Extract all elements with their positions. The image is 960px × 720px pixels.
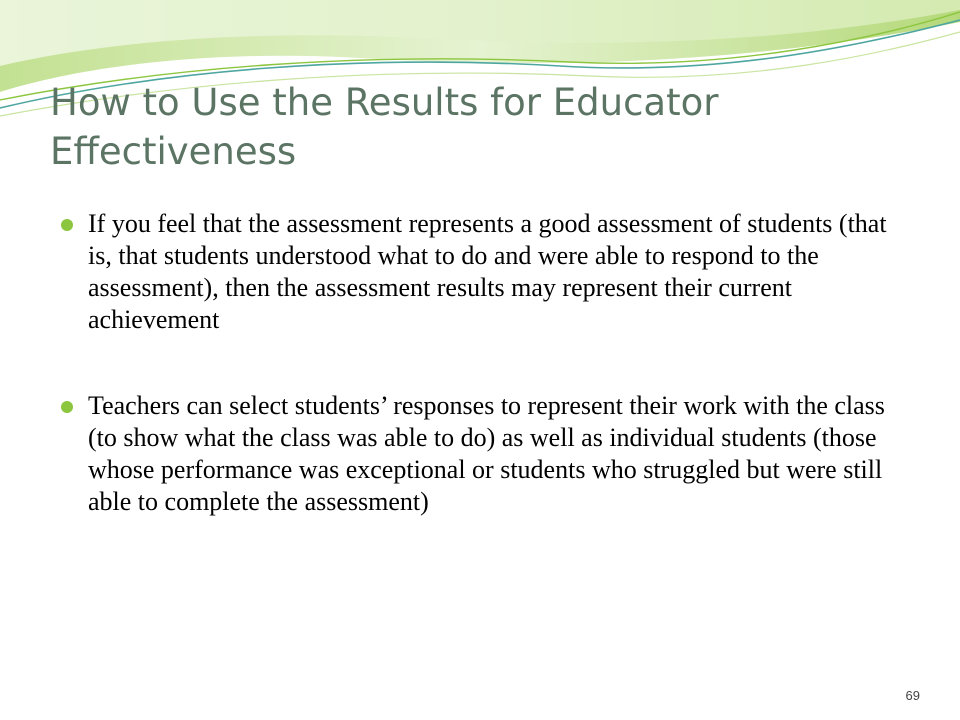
slide-title: How to Use the Results for Educator Effectiveness: [50, 81, 719, 173]
page-number: 69: [905, 688, 920, 703]
bullet-icon: [61, 219, 73, 231]
bullet-text: If you feel that the assessment represents a good assessment of students (that is, that students understood what to do and were able to respond to the assessment), then the assessment results may represent their current achievement: [88, 209, 887, 334]
bullet-icon: [61, 401, 73, 413]
bullet-list: [60, 208, 900, 518]
bullet-item: [60, 208, 900, 336]
bullet-text: Teachers can select students’ responses to represent their work with the class (to show what the class was able to do) as well as individual students (those whose performance was exceptional or students who struggled but were still able to complete the assessment): [88, 391, 885, 516]
bullet-item: [60, 390, 900, 518]
